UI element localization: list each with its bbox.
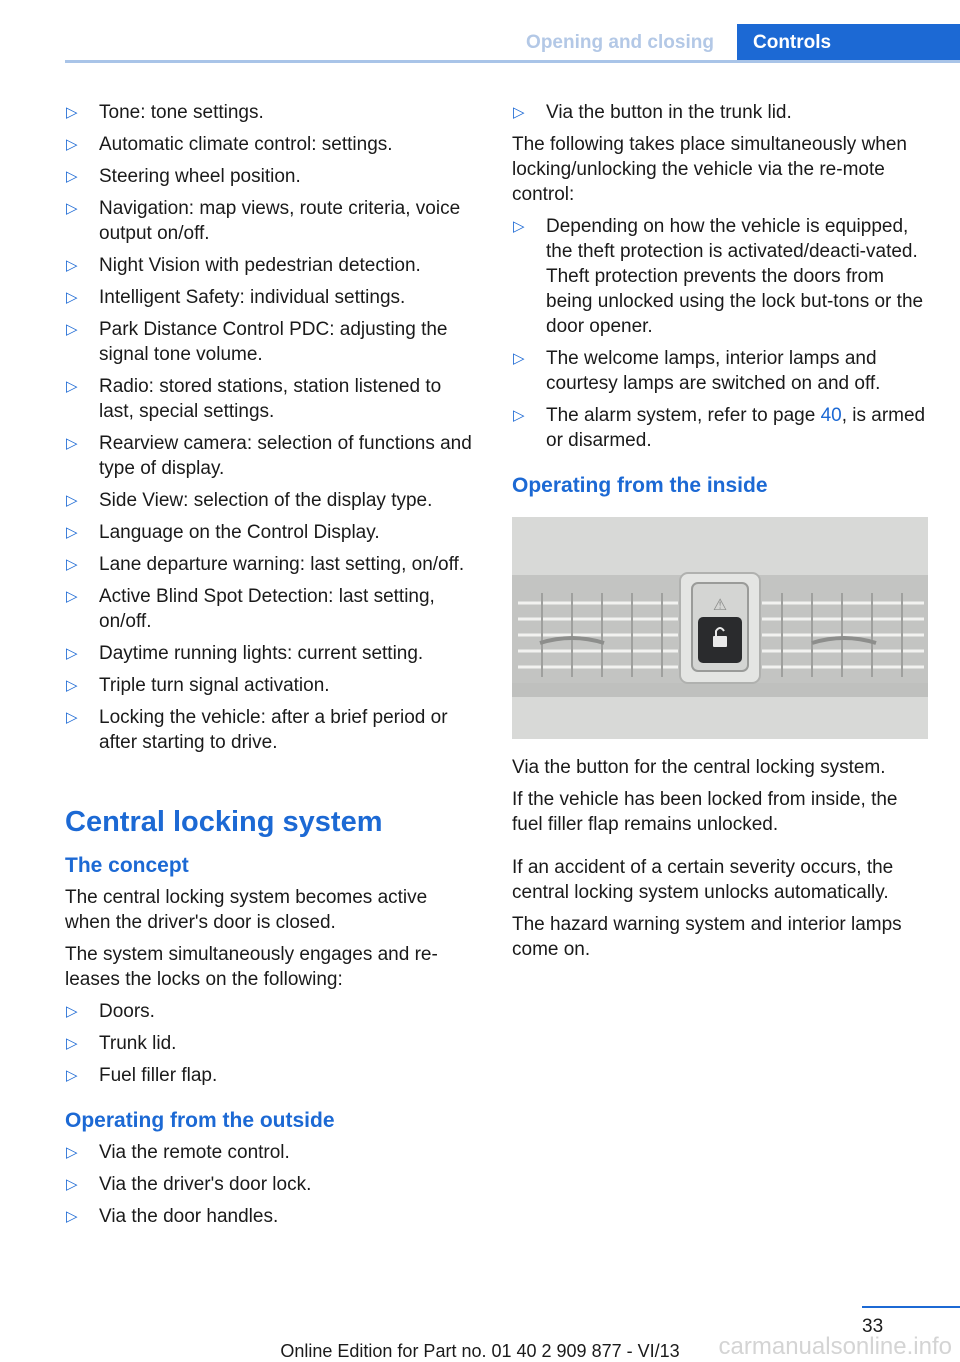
inside-paragraph: The hazard warning system and interior lamps come on. — [512, 914, 902, 960]
right-column — [512, 100, 928, 969]
central-locking-button-photo — [512, 517, 928, 739]
list-item — [65, 1063, 477, 1088]
list-item — [512, 403, 928, 453]
list-item — [65, 253, 477, 278]
bullet-triangle-icon: ▷ — [513, 104, 525, 121]
bullet-triangle-icon: ▷ — [513, 218, 525, 235]
list-item-text: Via the door handles. — [99, 1206, 279, 1227]
list-item-text: Night Vision with pedestrian detection. — [99, 255, 421, 276]
edition-footer: Online Edition for Part no. 01 40 2 909 877 - VI/13 — [280, 1341, 680, 1361]
list-item — [65, 1031, 477, 1056]
list-item — [65, 552, 477, 577]
list-item-text: Intelligent Safety: individual settings. — [99, 287, 406, 308]
subsection-title-outside: Operating from the outside — [65, 1109, 335, 1132]
dashboard-vents-illustration — [512, 517, 928, 739]
list-item-text: Via the driver's door lock. — [99, 1174, 312, 1195]
list-item-text: Active Blind Spot Detection: last setting, on/off. — [99, 586, 435, 632]
list-item-text: Tone: tone settings. — [99, 102, 264, 123]
bullet-triangle-icon: ▷ — [66, 321, 78, 338]
list-item-text: Fuel filler flap. — [99, 1065, 218, 1086]
outside-methods-list — [65, 1140, 477, 1229]
bullet-triangle-icon: ▷ — [513, 407, 525, 424]
alarm-text-before: The alarm system, refer to page — [546, 405, 821, 426]
bullet-triangle-icon: ▷ — [66, 556, 78, 573]
list-item — [65, 164, 477, 189]
list-item-text: Daytime running lights: current setting. — [99, 643, 424, 664]
list-item-text: Language on the Control Display. — [99, 522, 380, 543]
list-item — [65, 285, 477, 310]
list-item — [65, 705, 477, 755]
locks-list — [65, 999, 477, 1088]
bullet-triangle-icon: ▷ — [66, 1144, 78, 1161]
concept-paragraph: The central locking system becomes active when the driver's door is closed. — [65, 887, 428, 933]
concept-paragraph: The system simultaneously engages and re‐leases the locks on the following: — [65, 944, 438, 990]
list-item — [65, 673, 477, 698]
bullet-triangle-icon: ▷ — [66, 709, 78, 726]
list-item-text: Steering wheel position. — [99, 166, 301, 187]
list-item — [65, 1140, 477, 1165]
page-number: 33 — [862, 1316, 884, 1337]
bullet-triangle-icon: ▷ — [66, 168, 78, 185]
list-item — [65, 488, 477, 513]
list-item-text: Navigation: map views, route criteria, voice output on/off. — [99, 198, 461, 244]
bullet-triangle-icon: ▷ — [66, 136, 78, 153]
bullet-triangle-icon: ▷ — [66, 1067, 78, 1084]
bullet-triangle-icon: ▷ — [66, 435, 78, 452]
list-item-text: Via the remote control. — [99, 1142, 290, 1163]
section-title-central-locking: Central locking system — [65, 806, 383, 838]
list-item — [65, 999, 477, 1024]
bullet-triangle-icon: ▷ — [66, 257, 78, 274]
list-item — [65, 431, 477, 481]
list-item — [65, 132, 477, 157]
list-item-text: Depending on how the vehicle is equipped, the theft protection is activated/deacti‐vated. Theft protection prevents the doors from being unlocked using the lock but‐tons or the door opener. — [546, 216, 924, 337]
bullet-triangle-icon: ▷ — [66, 1176, 78, 1193]
bullet-triangle-icon: ▷ — [66, 524, 78, 541]
list-item — [65, 374, 477, 424]
left-column — [65, 100, 477, 1236]
remote-effects-list — [512, 214, 928, 453]
alarm-text-after: , is armed or disarmed. — [546, 405, 926, 451]
list-item-text: The welcome lamps, interior lamps and courtesy lamps are switched on and off. — [546, 348, 881, 394]
list-item-text: Park Distance Control PDC: adjusting the signal tone volume. — [99, 319, 448, 365]
inside-paragraph: Via the button for the central locking system. — [512, 757, 886, 778]
header-section-title[interactable]: Opening and closing — [505, 24, 735, 62]
header-rule — [65, 60, 960, 63]
bullet-triangle-icon: ▷ — [66, 378, 78, 395]
list-item — [65, 520, 477, 545]
bullet-triangle-icon: ▷ — [66, 1003, 78, 1020]
bullet-triangle-icon: ▷ — [66, 289, 78, 306]
bullet-triangle-icon: ▷ — [66, 1035, 78, 1052]
list-item — [65, 1172, 477, 1197]
bullet-triangle-icon: ▷ — [66, 677, 78, 694]
list-item — [512, 214, 928, 339]
inside-paragraph: If an accident of a certain severity occurs, the central locking system unlocks automatically. — [512, 857, 894, 903]
subsection-title-inside: Operating from the inside — [512, 474, 768, 497]
list-item — [65, 1204, 477, 1229]
list-item — [512, 100, 928, 125]
bullet-triangle-icon: ▷ — [66, 645, 78, 662]
bullet-triangle-icon: ▷ — [66, 492, 78, 509]
settings-list — [65, 100, 477, 755]
list-item-text: Triple turn signal activation. — [99, 675, 330, 696]
list-item-text: Radio: stored stations, station listened to last, special settings. — [99, 376, 442, 422]
list-item-text: Trunk lid. — [99, 1033, 177, 1054]
outside-methods-list-continued — [512, 100, 928, 125]
list-item — [65, 100, 477, 125]
subsection-title-concept: The concept — [65, 854, 189, 877]
footer-rule — [862, 1306, 960, 1308]
list-item-text: Locking the vehicle: after a brief period or after starting to drive. — [99, 707, 448, 753]
list-item-text: Via the button in the trunk lid. — [546, 102, 792, 123]
header-chapter-tab[interactable]: Controls — [737, 24, 960, 62]
list-item-text: Doors. — [99, 1001, 155, 1022]
inside-paragraph: If the vehicle has been locked from inside, the fuel filler flap remains unlocked. — [512, 789, 898, 835]
remote-control-intro: The following takes place simultaneously when locking/unlocking the vehicle via the re‐mote control: — [512, 134, 907, 205]
bullet-triangle-icon: ▷ — [66, 200, 78, 217]
bullet-triangle-icon: ▷ — [66, 588, 78, 605]
list-item — [65, 584, 477, 634]
list-item — [512, 346, 928, 396]
page-reference-link[interactable]: 40 — [820, 405, 842, 426]
list-item — [65, 196, 477, 246]
bullet-triangle-icon: ▷ — [66, 104, 78, 121]
list-item-text: Automatic climate control: settings. — [99, 134, 393, 155]
hazard-icon: ⚠ — [712, 595, 728, 614]
list-item-text: Side View: selection of the display type. — [99, 490, 433, 511]
list-item — [65, 641, 477, 666]
watermark: carmanualsonline.info — [718, 1333, 952, 1360]
list-item — [65, 317, 477, 367]
bullet-triangle-icon: ▷ — [66, 1208, 78, 1225]
list-item-text: Rearview camera: selection of functions and type of display. — [99, 433, 472, 479]
bullet-triangle-icon: ▷ — [513, 350, 525, 367]
list-item-text: Lane departure warning: last setting, on/off. — [99, 554, 465, 575]
